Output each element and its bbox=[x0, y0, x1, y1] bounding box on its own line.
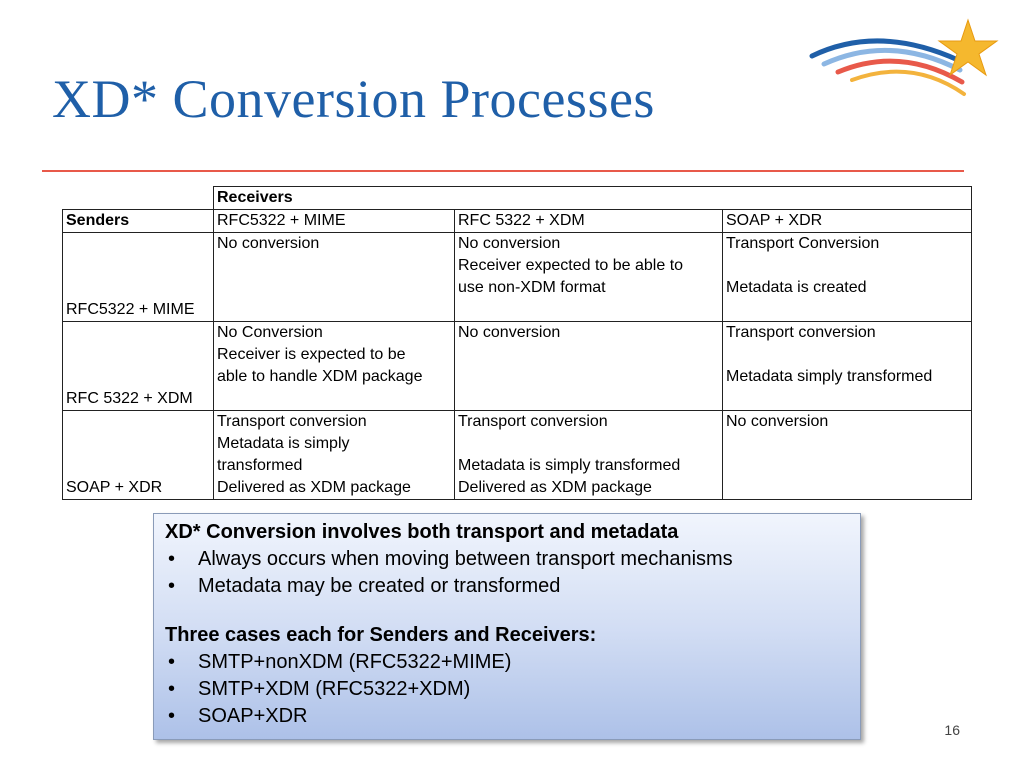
receivers-header: Receivers bbox=[214, 187, 972, 210]
callout-heading: XD* Conversion involves both transport and metadata bbox=[165, 521, 679, 543]
table-row bbox=[63, 233, 972, 322]
cell-line: No conversion bbox=[726, 413, 829, 430]
cell-line: No conversion bbox=[458, 235, 561, 252]
callout-heading: Three cases each for Senders and Receivers: bbox=[165, 624, 597, 646]
table-cell bbox=[723, 322, 972, 411]
bullet-icon: • bbox=[168, 548, 176, 570]
callout-bullet-item bbox=[165, 703, 850, 730]
star-swoosh-icon bbox=[808, 16, 1004, 102]
table-cell bbox=[214, 322, 455, 411]
cell-line: No conversion bbox=[217, 235, 320, 252]
cell-line: SOAP + XDR bbox=[66, 479, 163, 496]
cell-line: able to handle XDM package bbox=[217, 368, 423, 385]
cell-line bbox=[726, 255, 968, 277]
cell-line: RFC5322 + MIME bbox=[66, 301, 195, 318]
receiver-column-header: RFC 5322 + XDM bbox=[455, 210, 723, 233]
senders-header: Senders bbox=[63, 210, 214, 233]
cell-line: transformed bbox=[217, 457, 303, 474]
table-header-row bbox=[63, 210, 972, 233]
callout-bullet-text: SMTP+XDM (RFC5322+XDM) bbox=[198, 678, 471, 700]
cell-line: Metadata is simply bbox=[217, 435, 350, 452]
table-cell bbox=[214, 411, 455, 500]
cell-line: use non-XDM format bbox=[458, 279, 606, 296]
cell-line: Receiver is expected to be bbox=[217, 346, 406, 363]
callout-bullet-text: SMTP+nonXDM (RFC5322+MIME) bbox=[198, 651, 512, 673]
cell-line: Receiver expected to be able to bbox=[458, 257, 684, 274]
conversion-table bbox=[62, 186, 972, 500]
title-divider bbox=[42, 170, 964, 172]
receiver-column-header: RFC5322 + MIME bbox=[214, 210, 455, 233]
sender-label bbox=[63, 322, 214, 411]
cell-line bbox=[726, 344, 968, 366]
table-cell bbox=[723, 233, 972, 322]
cell-line: Transport conversion bbox=[217, 413, 367, 430]
cell-line: RFC 5322 + XDM bbox=[66, 390, 193, 407]
callout-bullet-item bbox=[165, 573, 850, 600]
sender-label bbox=[63, 411, 214, 500]
table-cell bbox=[455, 233, 723, 322]
cell-line bbox=[458, 433, 719, 455]
bullet-icon: • bbox=[168, 705, 176, 727]
table-corner-blank bbox=[63, 187, 214, 210]
slide-number: 16 bbox=[944, 722, 960, 738]
bullet-icon: • bbox=[168, 651, 176, 673]
cell-line: No conversion bbox=[458, 324, 561, 341]
cell-line: Metadata is simply transformed bbox=[458, 457, 681, 474]
sender-label bbox=[63, 233, 214, 322]
cell-line: Delivered as XDM package bbox=[217, 479, 411, 496]
callout-bullet-item bbox=[165, 546, 850, 573]
table-row bbox=[63, 411, 972, 500]
callout-bullet-text: Metadata may be created or transformed bbox=[198, 575, 561, 597]
cell-line: Metadata simply transformed bbox=[726, 368, 933, 385]
cell-line: Delivered as XDM package bbox=[458, 479, 652, 496]
table-cell bbox=[723, 411, 972, 500]
cell-line: Transport conversion bbox=[458, 413, 608, 430]
cell-line: No Conversion bbox=[217, 324, 323, 341]
callout-bullet-item bbox=[165, 676, 850, 703]
callout-bullet-item bbox=[165, 649, 850, 676]
callout-bullet-text: SOAP+XDR bbox=[198, 705, 308, 727]
cell-line: Metadata is created bbox=[726, 279, 867, 296]
slide-title: XD* Conversion Processes bbox=[52, 69, 655, 129]
cell-line: Transport Conversion bbox=[726, 235, 880, 252]
bullet-icon: • bbox=[168, 575, 176, 597]
receiver-column-header: SOAP + XDR bbox=[723, 210, 972, 233]
table-cell bbox=[214, 233, 455, 322]
cell-line: Transport conversion bbox=[726, 324, 876, 341]
table-row bbox=[63, 322, 972, 411]
table-cell bbox=[455, 411, 723, 500]
callout-spacer bbox=[165, 600, 850, 622]
table-receivers-row bbox=[63, 187, 972, 210]
callout-bullet-text: Always occurs when moving between transport mechanisms bbox=[198, 548, 733, 570]
table-cell bbox=[455, 322, 723, 411]
bullet-icon: • bbox=[168, 678, 176, 700]
summary-callout-box bbox=[153, 513, 861, 740]
